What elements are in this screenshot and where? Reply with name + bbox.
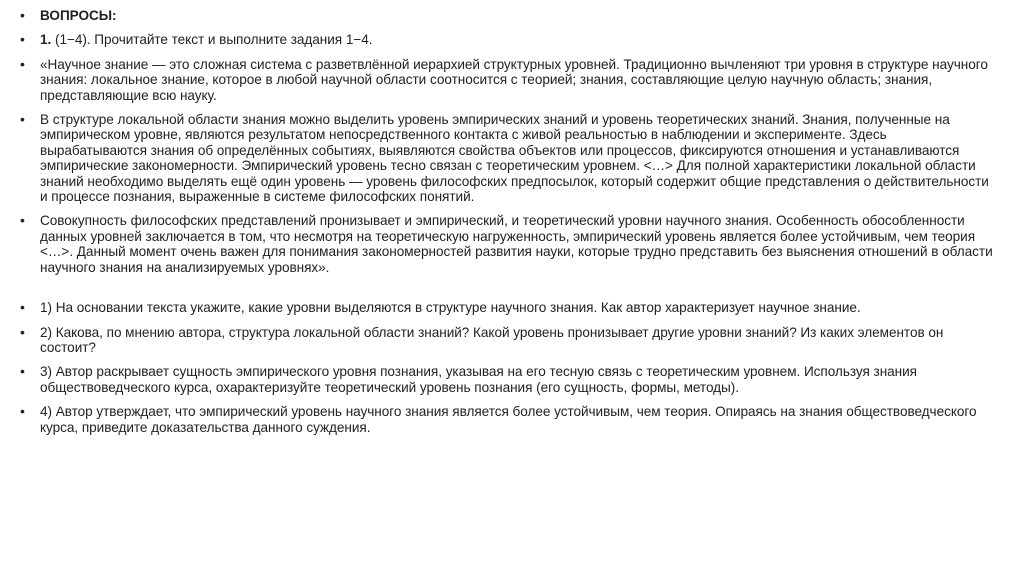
passage-paragraph-1: • «Научное знание — это сложная система с разветвлённой иерархией структурных уровней. Традиционно вычленяют три уровня в структуре научного знания: локальное знание, которое в любой научной области соотносится с теорией; знания, составляющие целую научную область; знания, представляющие всю науку. bbox=[20, 57, 995, 103]
task-number: 1. bbox=[40, 32, 52, 48]
question-1: • 1) На основании текста укажите, какие уровни выделяются в структуре научного знания. Как автор характеризует научное знание. bbox=[20, 300, 995, 315]
questions-heading: ВОПРОСЫ: bbox=[40, 8, 117, 23]
bullet-list bbox=[20, 8, 995, 444]
task-instruction: (1−4). Прочитайте текст и выполните задания 1−4. bbox=[51, 32, 373, 48]
task-instruction-item bbox=[20, 32, 995, 47]
heading-item bbox=[20, 8, 995, 23]
passage-paragraph-3: • Совокупность философских представлений пронизывает и эмпирический, и теоретический уровни научного знания. Особенность обособленности данных уровней заключается в том, что несмотря на теоретическую нагруженность, эмпирический уровень является более устойчивым, чем теория <…>. Данный момент очень важен для понимания закономерностей развития науки, которые трудно представить без выяснения отношений в области научного знания на анализируемых уровнях». bbox=[20, 213, 995, 275]
question-3: • 3) Автор раскрывает сущность эмпирического уровня познания, указывая на его тесную связь с теоретическим уровнем. Используя знания обществоведческого курса, охарактеризуйте теоретический уровень познания (его сущность, формы, методы). bbox=[20, 364, 995, 395]
question-4: • 4) Автор утверждает, что эмпирический уровень научного знания является более устойчивым, чем теория. Опираясь на знания обществоведческого курса, приведите доказательства данного суждения. bbox=[20, 404, 995, 435]
question-2: • 2) Какова, по мнению автора, структура локальной области знаний? Какой уровень пронизывает другие уровни знаний? Из каких элементов он состоит? bbox=[20, 325, 995, 356]
passage-paragraph-2: • В структуре локальной области знания можно выделить уровень эмпирических знаний и уровень теоретических знаний. Знания, полученные на эмпирическом уровне, являются результатом непосредственного контакта с живой реальностью в наблюдении и эксперименте. Здесь вырабатываются знания об определённых событиях, выявляются свойства объектов или процессов, фиксируются отношения и устанавливаются эмпирические закономерности. Эмпирический уровень тесно связан с теоретическим уровнем. <…> Для полной характеристики локальной области знаний необходимо выделять ещё один уровень — уровень философских предпосылок, который содержит общие представления о действительности и процессе познания, выраженные в системе философских понятий. bbox=[20, 112, 995, 204]
